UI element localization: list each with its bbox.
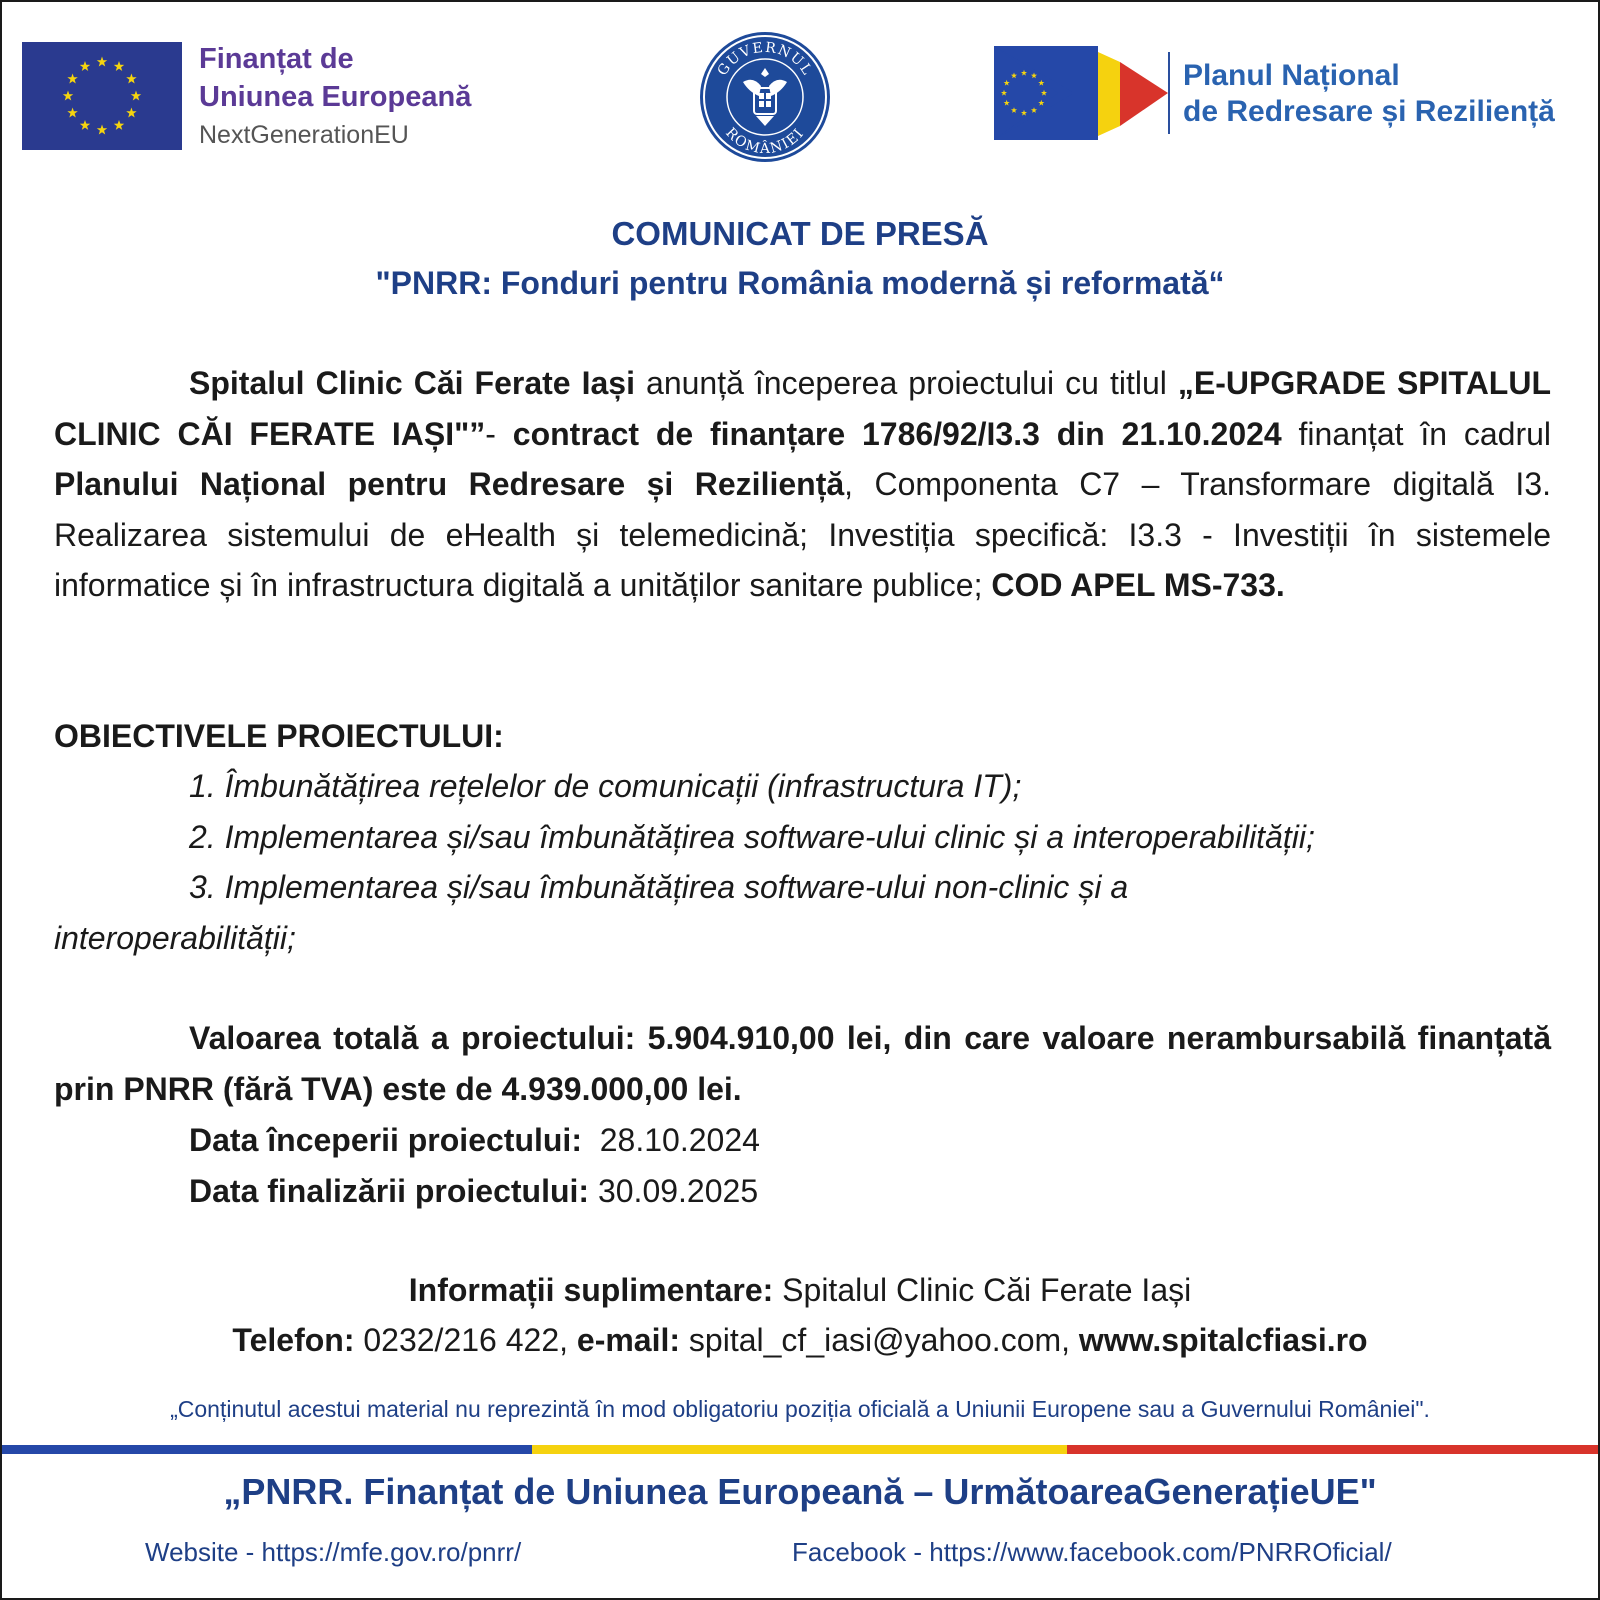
intro-text-2: - [485,415,513,452]
star-icon [114,61,124,71]
pnrr-arrow-logo-icon [994,46,1168,140]
eu-line-2: Uniunea Europeană [199,81,472,113]
end-date-value: 30.09.2025 [597,1172,759,1209]
objective-text: 1. Îmbunătățirea rețelelor de comunicații (infrastructura IT); [189,768,1022,804]
objective-text: 3. Implementarea și/sau îmbunătățirea software-ului non-clinic și a [189,869,1129,905]
objectives-list [54,761,1551,963]
star-icon [80,61,90,71]
pnrr-divider [1168,52,1170,134]
email-label: e-mail: [576,1322,681,1358]
pnrr-line-2: de Redresare și Reziliență [1183,95,1555,128]
start-date-value: 28.10.2024 [599,1122,760,1158]
intro-text-4: , Componenta C7 – Transformare digitală I3. Realizarea sistemului de eHealth și telemedicină; Investiția specifică: I3.3 - Investiții în sistemele informatice și în infrastructura digitală a unităților sanitare publice; [54,466,1552,603]
contract-info: contract de finanțare 1786/92/I3.3 din 21.10.2024 [512,415,1282,452]
intro-text-3: finanțat în cadrul [1281,415,1552,452]
project-value [54,1013,1551,1114]
intro-text-1: anunță începerea proiectului cu titlul [635,365,1178,401]
website-link[interactable]: www.spitalcfiasi.ro [1078,1322,1368,1358]
star-icon [97,125,107,135]
project-title: „E-UPGRADE SPITALUL CLINIC CĂI FERATE IAȘI"” [54,365,1552,452]
phone-label: Telefon: [232,1322,355,1358]
star-icon [114,120,124,130]
flag-stripe-yellow [532,1445,1067,1454]
star-icon [80,120,90,130]
flag-stripe-red [1067,1445,1598,1454]
start-date-label: Data începerii proiectului: [189,1122,582,1158]
objective-text: 2. Implementarea și/sau îmbunătățirea software-ului clinic și a interoperabilității; [189,818,1315,855]
footer-facebook-link[interactable]: Facebook - https://www.facebook.com/PNRROficial/ [792,1537,1392,1567]
footer-slogan: „PNRR. Finanțat de Uniunea Europeană – UrmătoareaGenerațieUE" [223,1471,1377,1512]
objective-item [54,862,1551,913]
star-icon [97,57,107,67]
pnrr-line-1: Planul Național [1183,59,1400,92]
guvernul-romaniei-seal-icon [698,30,832,164]
objective-item [54,812,1551,863]
end-date-row [54,1166,1551,1217]
eu-funding-text [199,40,471,152]
contact-line [2,1315,1598,1365]
hospital-name: Spitalul Clinic Căi Ferate Iași [189,365,635,401]
project-value-text: Valoarea totală a proiectului: 5.904.910,00 lei, din care valoare nerambursabilă finanțată prin PNRR (fără TVA) este de 4.939.000,00 lei. [54,1020,1551,1107]
objectives-heading: OBIECTIVELE PROIECTULUI: [54,718,504,754]
objective-item-continuation: interoperabilității; [54,919,296,956]
intro-paragraph [54,358,1551,611]
eu-flag-icon [22,42,182,150]
star-icon [63,91,73,101]
phone-value: 0232/216 422, [354,1322,577,1358]
objective-item [54,761,1551,812]
start-date-row [54,1115,1551,1166]
seal-bottom-text: ROMÂNIEI [722,124,808,158]
call-code: COD APEL MS-733. [991,567,1285,603]
disclaimer: „Conținutul acestui material nu reprezintă în mod obligatoriu poziția oficială a Uniunii Europene sau a Guvernului României". [170,1396,1430,1422]
star-icon [126,108,136,118]
plan-name: Planului Național pentru Redresare și Reziliență [54,466,845,502]
press-release-subtitle: "PNRR: Fonduri pentru România modernă și reformată“ [375,265,1225,301]
info-value: Spitalul Clinic Căi Ferate Iași [773,1272,1192,1308]
eu-line-3: NextGenerationEU [199,121,409,149]
footer-website-link[interactable]: Website - https://mfe.gov.ro/pnrr/ [145,1537,522,1567]
star-icon [126,74,136,84]
info-label: Informații suplimentare: [408,1272,774,1308]
pnrr-text [1183,58,1555,130]
header-logos [2,2,1598,182]
project-dates [54,1115,1551,1216]
end-date-label: Data finalizării proiectului: [189,1172,590,1209]
email-value[interactable]: spital_cf_iasi@yahoo.com, [680,1322,1079,1358]
star-icon [67,108,77,118]
eu-line-1: Finanțat de [199,43,354,75]
star-icon [131,91,141,101]
additional-info [2,1265,1598,1315]
press-release-title: COMUNICAT DE PRESĂ [611,215,989,252]
flag-stripe-blue [2,1445,532,1454]
seal-top-text: GUVERNUL [714,39,816,79]
eu-stars [22,42,182,150]
star-icon [67,74,77,84]
